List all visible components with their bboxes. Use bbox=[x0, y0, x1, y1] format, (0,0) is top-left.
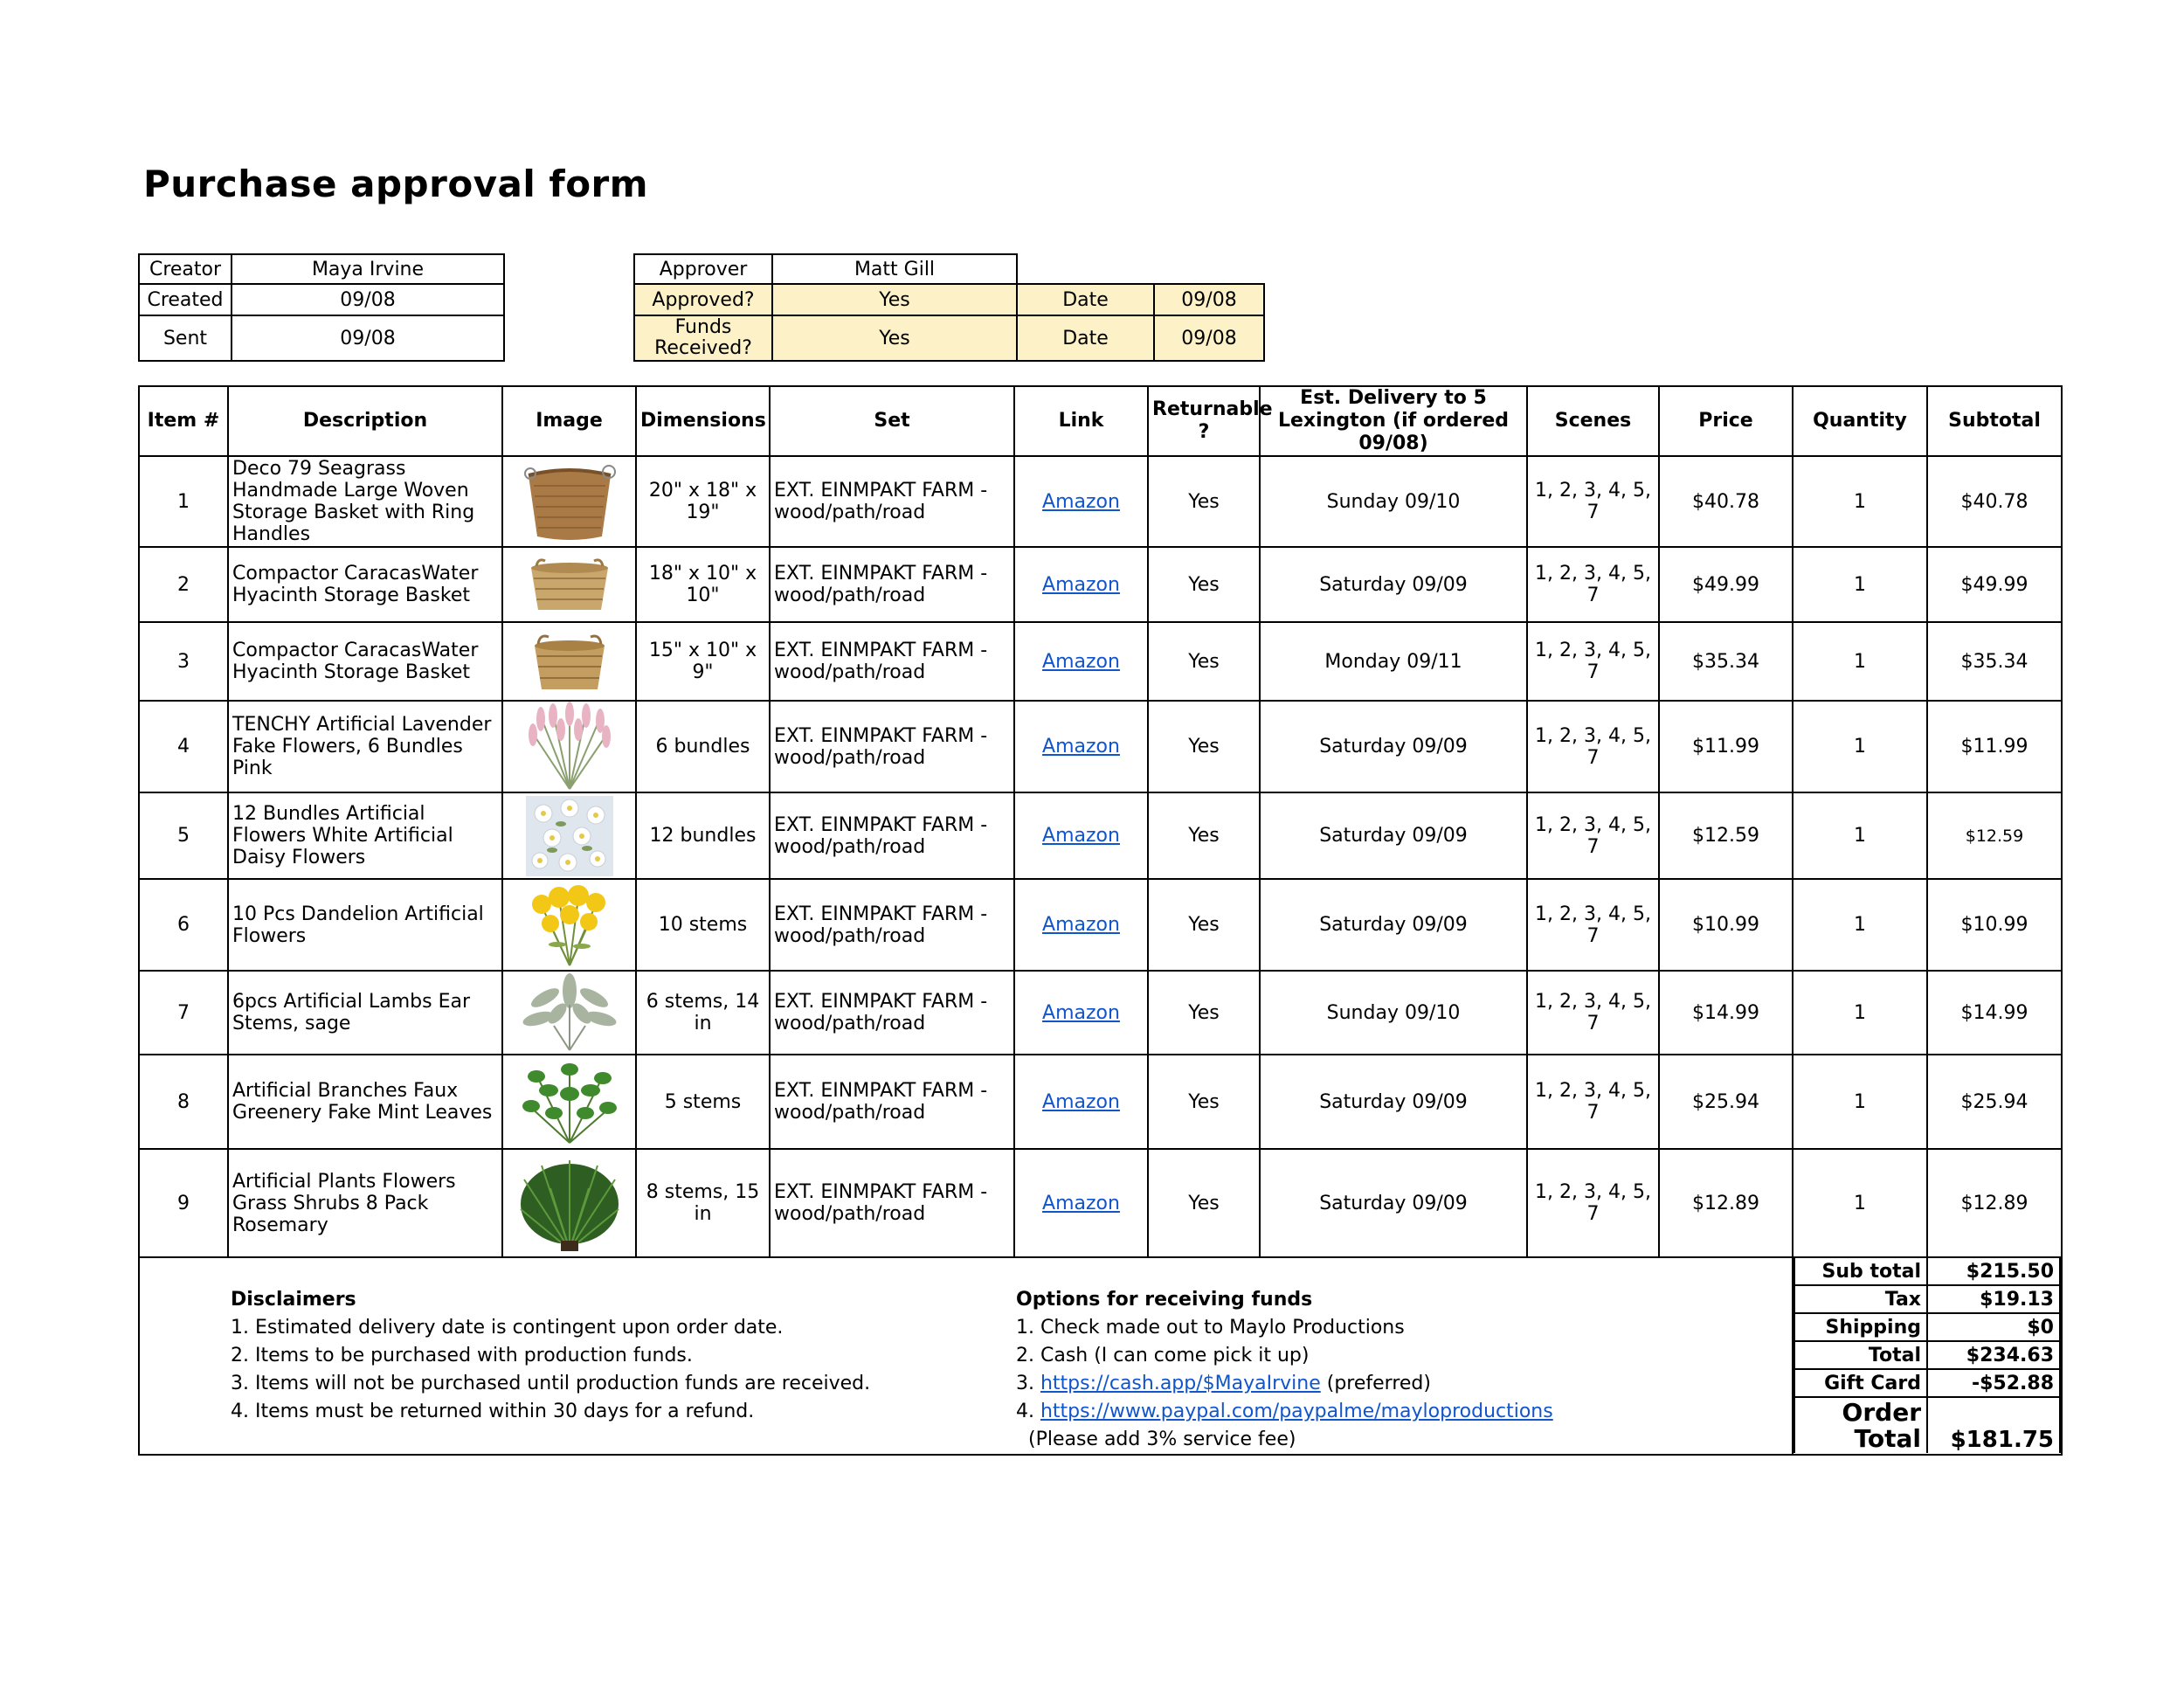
item-image bbox=[502, 701, 636, 792]
approver-value: Matt Gill bbox=[772, 254, 1017, 284]
amazon-link[interactable]: Amazon bbox=[1042, 736, 1120, 758]
approver-label: Approver bbox=[634, 254, 772, 284]
item-delivery: Saturday 09/09 bbox=[1260, 701, 1527, 792]
item-delivery: Sunday 09/10 bbox=[1260, 456, 1527, 547]
summary-cell bbox=[1793, 1257, 2062, 1455]
item-price: $49.99 bbox=[1659, 547, 1793, 622]
table-row bbox=[139, 456, 2062, 547]
disclaimer-item: 2. Items to be purchased with production funds. bbox=[231, 1345, 693, 1366]
item-number: 4 bbox=[139, 701, 228, 792]
funding-option bbox=[1016, 1398, 1792, 1454]
funds-date-label: Date bbox=[1017, 315, 1154, 361]
amazon-link[interactable]: Amazon bbox=[1042, 825, 1120, 847]
creator-value: Maya Irvine bbox=[232, 254, 504, 284]
header-delivery: Est. Delivery to 5 Lexington (if ordered 09/08) bbox=[1260, 386, 1527, 456]
item-set: EXT. EINMPAKT FARM - wood/path/road bbox=[770, 547, 1014, 622]
amazon-link[interactable]: Amazon bbox=[1042, 573, 1120, 596]
item-quantity: 1 bbox=[1793, 1055, 1927, 1149]
purchase-items-table bbox=[138, 385, 2063, 1456]
item-description: Deco 79 Seagrass Handmade Large Woven Storage Basket with Ring Handles bbox=[228, 456, 502, 547]
funds-date-value: 09/08 bbox=[1154, 315, 1264, 361]
amazon-link[interactable]: Amazon bbox=[1042, 1192, 1120, 1214]
item-returnable: Yes bbox=[1148, 792, 1260, 879]
gift-card-value: -$52.88 bbox=[1927, 1369, 2060, 1397]
header-image: Image bbox=[502, 386, 636, 456]
item-delivery: Saturday 09/09 bbox=[1260, 547, 1527, 622]
table-row bbox=[139, 1149, 2062, 1257]
created-label: Created bbox=[139, 284, 232, 315]
item-subtotal: $11.99 bbox=[1927, 701, 2062, 792]
item-dimensions: 20" x 18" x 19" bbox=[636, 456, 770, 547]
item-description: Artificial Branches Faux Greenery Fake Mint Leaves bbox=[228, 1055, 502, 1149]
order-total-label bbox=[1794, 1397, 1927, 1453]
item-price: $25.94 bbox=[1659, 1055, 1793, 1149]
item-subtotal: $14.99 bbox=[1927, 971, 2062, 1055]
item-returnable: Yes bbox=[1148, 1149, 1260, 1257]
seagrass-basket-image bbox=[522, 460, 618, 543]
item-dimensions: 6 bundles bbox=[636, 701, 770, 792]
item-quantity: 1 bbox=[1793, 792, 1927, 879]
item-description: Compactor CaracasWater Hyacinth Storage Basket bbox=[228, 622, 502, 701]
item-number: 7 bbox=[139, 971, 228, 1055]
item-returnable: Yes bbox=[1148, 971, 1260, 1055]
item-delivery: Saturday 09/09 bbox=[1260, 879, 1527, 971]
item-set: EXT. EINMPAKT FARM - wood/path/road bbox=[770, 1149, 1014, 1257]
approved-label: Approved? bbox=[634, 284, 772, 315]
created-value: 09/08 bbox=[232, 284, 504, 315]
footer-row bbox=[139, 1257, 2062, 1455]
disclaimers-section bbox=[231, 1286, 870, 1426]
item-set: EXT. EINMPAKT FARM - wood/path/road bbox=[770, 1055, 1014, 1149]
mint-leaves-image bbox=[519, 1059, 620, 1145]
item-link[interactable] bbox=[1014, 1149, 1148, 1257]
item-dimensions: 15" x 10" x 9" bbox=[636, 622, 770, 701]
header-price: Price bbox=[1659, 386, 1793, 456]
rosemary-shrub-image bbox=[515, 1153, 624, 1253]
funding-option: 1. Check made out to Maylo Productions bbox=[1016, 1317, 1405, 1339]
subtotal-label: Sub total bbox=[1794, 1258, 1927, 1285]
item-number: 5 bbox=[139, 792, 228, 879]
item-image bbox=[502, 1055, 636, 1149]
item-description: Compactor CaracasWater Hyacinth Storage Basket bbox=[228, 547, 502, 622]
footer-notes bbox=[139, 1257, 1793, 1455]
option-suffix: (preferred) bbox=[1320, 1373, 1431, 1394]
item-number: 9 bbox=[139, 1149, 228, 1257]
amazon-link[interactable]: Amazon bbox=[1042, 1001, 1120, 1024]
item-quantity: 1 bbox=[1793, 971, 1927, 1055]
item-dimensions: 12 bundles bbox=[636, 792, 770, 879]
item-subtotal: $25.94 bbox=[1927, 1055, 2062, 1149]
item-returnable: Yes bbox=[1148, 1055, 1260, 1149]
item-subtotal: $49.99 bbox=[1927, 547, 2062, 622]
header-set: Set bbox=[770, 386, 1014, 456]
item-link[interactable] bbox=[1014, 547, 1148, 622]
table-row bbox=[139, 879, 2062, 971]
item-quantity: 1 bbox=[1793, 701, 1927, 792]
approved-date-value: 09/08 bbox=[1154, 284, 1264, 315]
lambs-ear-image bbox=[519, 973, 620, 1052]
funding-option: 2. Cash (I can come pick it up) bbox=[1016, 1345, 1310, 1366]
item-delivery: Monday 09/11 bbox=[1260, 622, 1527, 701]
creator-info-table bbox=[138, 253, 505, 362]
total-value: $234.63 bbox=[1927, 1341, 2060, 1369]
table-row bbox=[139, 971, 2062, 1055]
page-title: Purchase approval form bbox=[143, 163, 649, 205]
item-scenes: 1, 2, 3, 4, 5, 7 bbox=[1527, 622, 1659, 701]
header-quantity: Quantity bbox=[1793, 386, 1927, 456]
table-header-row bbox=[139, 386, 2062, 456]
approved-date-label: Date bbox=[1017, 284, 1154, 315]
item-delivery: Saturday 09/09 bbox=[1260, 792, 1527, 879]
item-image bbox=[502, 1149, 636, 1257]
item-link[interactable] bbox=[1014, 701, 1148, 792]
item-subtotal: $35.34 bbox=[1927, 622, 2062, 701]
item-subtotal: $10.99 bbox=[1927, 879, 2062, 971]
order-total-label-line1: Order bbox=[1842, 1397, 1921, 1427]
item-returnable: Yes bbox=[1148, 456, 1260, 547]
item-returnable: Yes bbox=[1148, 547, 1260, 622]
tax-value: $19.13 bbox=[1927, 1285, 2060, 1313]
option-prefix: 4. bbox=[1016, 1401, 1040, 1422]
item-number: 8 bbox=[139, 1055, 228, 1149]
item-subtotal: $12.59 bbox=[1927, 792, 2062, 879]
item-delivery: Saturday 09/09 bbox=[1260, 1055, 1527, 1149]
item-returnable: Yes bbox=[1148, 622, 1260, 701]
amazon-link[interactable]: Amazon bbox=[1042, 1090, 1120, 1113]
option-suffix: (Please add 3% service fee) bbox=[1016, 1429, 1296, 1450]
item-image bbox=[502, 547, 636, 622]
header-description: Description bbox=[228, 386, 502, 456]
item-set: EXT. EINMPAKT FARM - wood/path/road bbox=[770, 971, 1014, 1055]
item-scenes: 1, 2, 3, 4, 5, 7 bbox=[1527, 879, 1659, 971]
approved-value: Yes bbox=[772, 284, 1017, 315]
funds-received-label: Funds Received? bbox=[634, 315, 772, 361]
item-quantity: 1 bbox=[1793, 622, 1927, 701]
item-image bbox=[502, 622, 636, 701]
item-set: EXT. EINMPAKT FARM - wood/path/road bbox=[770, 701, 1014, 792]
item-description: 10 Pcs Dandelion Artificial Flowers bbox=[228, 879, 502, 971]
item-image bbox=[502, 971, 636, 1055]
item-scenes: 1, 2, 3, 4, 5, 7 bbox=[1527, 701, 1659, 792]
table-row bbox=[139, 1055, 2062, 1149]
item-dimensions: 18" x 10" x 10" bbox=[636, 547, 770, 622]
header-returnable: Returnable ? bbox=[1148, 386, 1260, 456]
item-set: EXT. EINMPAKT FARM - wood/path/road bbox=[770, 879, 1014, 971]
gift-card-label: Gift Card bbox=[1794, 1369, 1927, 1397]
table-row bbox=[139, 701, 2062, 792]
item-image bbox=[502, 456, 636, 547]
funding-options-section bbox=[1016, 1286, 1792, 1454]
item-description: TENCHY Artificial Lavender Fake Flowers, 6 Bundles Pink bbox=[228, 701, 502, 792]
amazon-link[interactable]: Amazon bbox=[1042, 490, 1120, 513]
item-description: 12 Bundles Artificial Flowers White Artificial Daisy Flowers bbox=[228, 792, 502, 879]
item-dimensions: 5 stems bbox=[636, 1055, 770, 1149]
amazon-link[interactable]: Amazon bbox=[1042, 650, 1120, 673]
item-returnable: Yes bbox=[1148, 701, 1260, 792]
item-number: 3 bbox=[139, 622, 228, 701]
item-link[interactable] bbox=[1014, 792, 1148, 879]
item-returnable: Yes bbox=[1148, 879, 1260, 971]
item-price: $40.78 bbox=[1659, 456, 1793, 547]
item-quantity: 1 bbox=[1793, 1149, 1927, 1257]
header-subtotal: Subtotal bbox=[1927, 386, 2062, 456]
item-description: 6pcs Artificial Lambs Ear Stems, sage bbox=[228, 971, 502, 1055]
item-dimensions: 6 stems, 14 in bbox=[636, 971, 770, 1055]
approver-info-table bbox=[633, 253, 1265, 362]
funds-received-value: Yes bbox=[772, 315, 1017, 361]
item-number: 6 bbox=[139, 879, 228, 971]
order-total-value: $181.75 bbox=[1927, 1397, 2060, 1453]
amazon-link[interactable]: Amazon bbox=[1042, 914, 1120, 936]
order-total-label-line2: Total bbox=[1854, 1423, 1921, 1453]
item-subtotal: $12.89 bbox=[1927, 1149, 2062, 1257]
funding-option bbox=[1016, 1370, 1792, 1398]
item-dimensions: 8 stems, 15 in bbox=[636, 1149, 770, 1257]
option-prefix: 3. bbox=[1016, 1373, 1040, 1394]
item-scenes: 1, 2, 3, 4, 5, 7 bbox=[1527, 456, 1659, 547]
shipping-value: $0 bbox=[1927, 1313, 2060, 1341]
disclaimer-item: 3. Items will not be purchased until production funds are received. bbox=[231, 1373, 871, 1394]
total-label: Total bbox=[1794, 1341, 1927, 1369]
item-delivery: Sunday 09/10 bbox=[1260, 971, 1527, 1055]
pink-lavender-image bbox=[522, 703, 618, 791]
tax-label: Tax bbox=[1794, 1285, 1927, 1313]
item-number: 1 bbox=[139, 456, 228, 547]
summary-table bbox=[1794, 1258, 2061, 1453]
sent-value: 09/08 bbox=[232, 315, 504, 361]
item-description: Artificial Plants Flowers Grass Shrubs 8 Pack Rosemary bbox=[228, 1149, 502, 1257]
table-row bbox=[139, 547, 2062, 622]
hyacinth-basket-small-image bbox=[529, 628, 610, 695]
item-link[interactable] bbox=[1014, 971, 1148, 1055]
shipping-label: Shipping bbox=[1794, 1313, 1927, 1341]
item-link[interactable] bbox=[1014, 879, 1148, 971]
item-price: $10.99 bbox=[1659, 879, 1793, 971]
yellow-dandelions-image bbox=[526, 883, 613, 967]
item-quantity: 1 bbox=[1793, 879, 1927, 971]
paypal-link[interactable]: https://www.paypal.com/paypalme/mayloproductions bbox=[1040, 1401, 1553, 1422]
header-item: Item # bbox=[139, 386, 228, 456]
header-scenes: Scenes bbox=[1527, 386, 1659, 456]
item-link[interactable] bbox=[1014, 1055, 1148, 1149]
white-daisies-image bbox=[526, 796, 613, 876]
item-set: EXT. EINMPAKT FARM - wood/path/road bbox=[770, 792, 1014, 879]
item-price: $11.99 bbox=[1659, 701, 1793, 792]
item-dimensions: 10 stems bbox=[636, 879, 770, 971]
sent-label: Sent bbox=[139, 315, 232, 361]
item-price: $12.59 bbox=[1659, 792, 1793, 879]
creator-label: Creator bbox=[139, 254, 232, 284]
subtotal-value: $215.50 bbox=[1927, 1258, 2060, 1285]
header-link: Link bbox=[1014, 386, 1148, 456]
item-image bbox=[502, 879, 636, 971]
hyacinth-basket-image bbox=[526, 554, 613, 615]
item-delivery: Saturday 09/09 bbox=[1260, 1149, 1527, 1257]
item-scenes: 1, 2, 3, 4, 5, 7 bbox=[1527, 792, 1659, 879]
item-subtotal: $40.78 bbox=[1927, 456, 2062, 547]
header-dimensions: Dimensions bbox=[636, 386, 770, 456]
funding-options-heading: Options for receiving funds bbox=[1016, 1289, 1313, 1311]
item-scenes: 1, 2, 3, 4, 5, 7 bbox=[1527, 1055, 1659, 1149]
item-scenes: 1, 2, 3, 4, 5, 7 bbox=[1527, 971, 1659, 1055]
table-row bbox=[139, 622, 2062, 701]
disclaimers-heading: Disclaimers bbox=[231, 1289, 356, 1311]
cashapp-link[interactable]: https://cash.app/$MayaIrvine bbox=[1040, 1373, 1321, 1394]
disclaimer-item: 4. Items must be returned within 30 days for a refund. bbox=[231, 1401, 755, 1422]
item-set: EXT. EINMPAKT FARM - wood/path/road bbox=[770, 622, 1014, 701]
item-price: $35.34 bbox=[1659, 622, 1793, 701]
item-scenes: 1, 2, 3, 4, 5, 7 bbox=[1527, 547, 1659, 622]
item-price: $14.99 bbox=[1659, 971, 1793, 1055]
disclaimer-item: 1. Estimated delivery date is contingent upon order date. bbox=[231, 1317, 784, 1339]
item-image bbox=[502, 792, 636, 879]
item-price: $12.89 bbox=[1659, 1149, 1793, 1257]
item-link[interactable] bbox=[1014, 456, 1148, 547]
item-quantity: 1 bbox=[1793, 547, 1927, 622]
item-scenes: 1, 2, 3, 4, 5, 7 bbox=[1527, 1149, 1659, 1257]
table-row bbox=[139, 792, 2062, 879]
item-quantity: 1 bbox=[1793, 456, 1927, 547]
item-set: EXT. EINMPAKT FARM - wood/path/road bbox=[770, 456, 1014, 547]
item-number: 2 bbox=[139, 547, 228, 622]
item-link[interactable] bbox=[1014, 622, 1148, 701]
